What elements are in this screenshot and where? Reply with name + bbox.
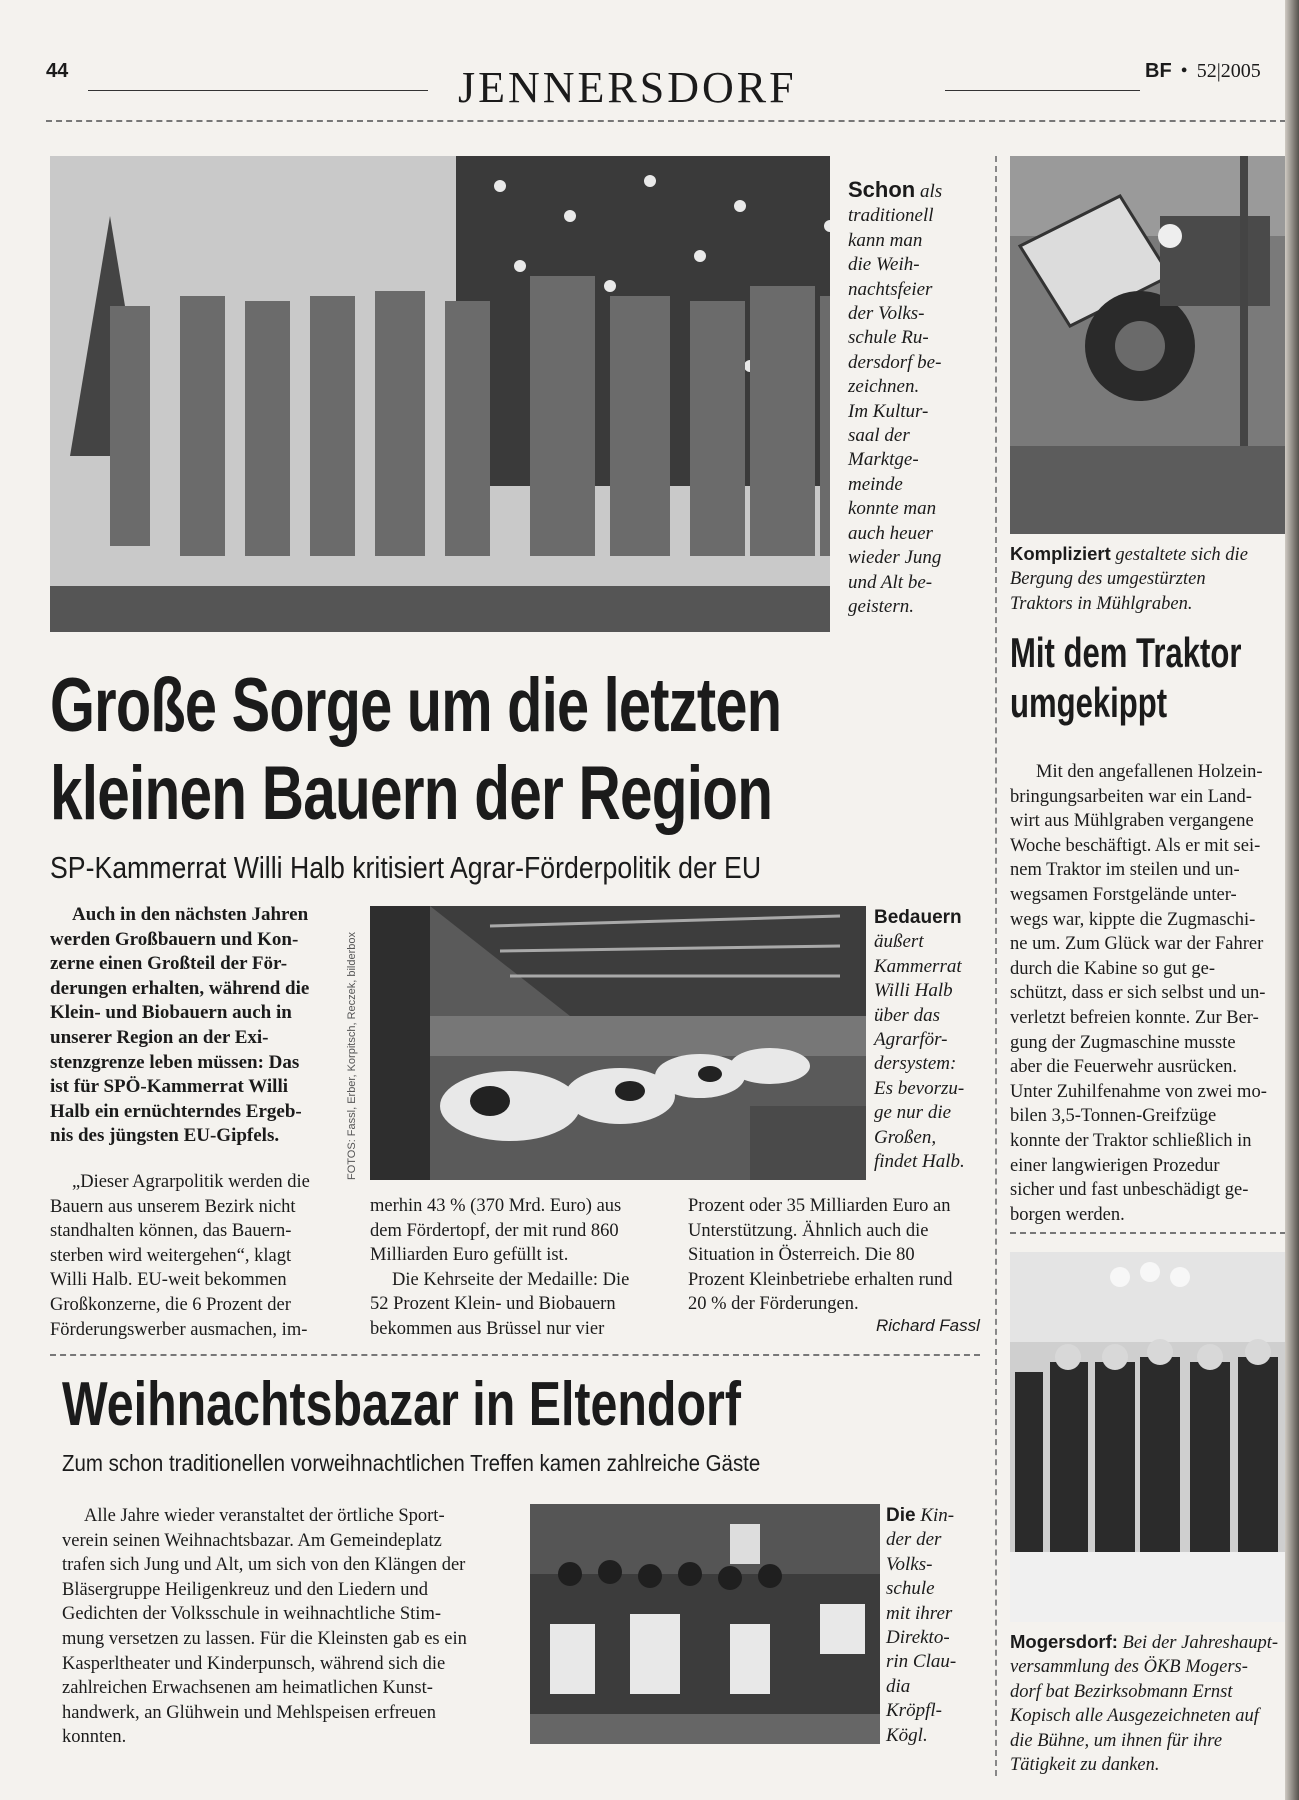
issue-label: [1145, 60, 1261, 83]
page-number: 44: [46, 60, 69, 82]
bazar-caption-lead: Die: [886, 1505, 916, 1526]
main-headline-line-2: kleinen Bauern der Region: [50, 751, 773, 836]
body-line: mung versetzen zu lassen. Für die Kleinsten gab es ein: [62, 1628, 467, 1649]
top-caption-line: schule Ru-: [848, 327, 929, 349]
top-caption-line: der Volks-: [848, 303, 925, 325]
body-line: Bläsergruppe Heiligenkreuz und den Liedern und: [62, 1579, 428, 1600]
body-line: dem Fördertopf, der mit rund 860: [370, 1220, 619, 1241]
lead-line: werden Großbauern und Kon-: [50, 928, 299, 950]
body-line: nem Traktor im steilen und un-: [1010, 860, 1240, 881]
bazar-body: [62, 1504, 502, 1750]
mogersdorf-caption-line: Tätigkeit zu danken.: [1010, 1755, 1160, 1776]
bazar-children-photo: [530, 1504, 880, 1744]
body-line: Kasperltheater und Kinderpunsch, während sich die: [62, 1653, 446, 1674]
christmas-choir-image: [50, 156, 956, 632]
right-column-dashed-line: [1010, 1232, 1286, 1234]
top-caption-line: nachtsfeier: [848, 278, 933, 300]
tractor-caption-line: gestaltete sich die: [1115, 545, 1248, 565]
cow-caption-line: Willi Halb: [874, 980, 953, 1002]
cow-caption-line: über das: [874, 1004, 940, 1026]
top-caption-line: als: [919, 181, 943, 202]
top-caption-line: kann man: [848, 229, 923, 251]
body-line: bilen 3,5-Tonnen-Greifzüge: [1010, 1106, 1217, 1127]
body-line: Willi Halb. EU-weit bekommen: [50, 1270, 287, 1291]
lead-line: ist für SPÖ-Kammerrat Willi: [50, 1076, 289, 1098]
tractor-headline-line-2: umgekippt: [1010, 679, 1168, 726]
lead-line: stenzgrenze leben müssen: Das: [50, 1051, 300, 1073]
main-body-column-3: [688, 1194, 980, 1317]
body-line: bringungsarbeiten war ein Land-: [1010, 786, 1252, 807]
body-line: 52 Prozent Klein- und Biobauern: [370, 1294, 616, 1315]
body-line: Alle Jahre wieder veranstaltet der örtliche Sport-: [84, 1506, 445, 1526]
body-line: ne um. Zum Glück war der Fahrer: [1010, 934, 1264, 955]
body-line: Mit den angefallenen Holzein-: [1036, 762, 1263, 782]
tractor-photo-caption: [1010, 542, 1286, 616]
body-line: borgen werden.: [1010, 1204, 1125, 1225]
lead-line: Halb ein ernüchterndes Ergeb-: [50, 1100, 302, 1122]
mogersdorf-caption-line: Bei der Jahreshaupt-: [1122, 1633, 1279, 1653]
lead-line: Klein- und Biobauern auch in: [50, 1002, 292, 1024]
body-line: trafen sich Jung und Alt, um sich von den Klängen der: [62, 1555, 466, 1576]
body-line: verletzt befreien konnte. Zur Ber-: [1010, 1007, 1259, 1028]
body-line: Prozent Kleinbetriebe erhalten rund: [688, 1269, 953, 1290]
body-line: schützt, dass er sich selbst und un-: [1010, 983, 1266, 1004]
bazar-caption-line: mit ihrer: [886, 1602, 953, 1624]
main-lead-paragraph: [50, 903, 340, 1149]
bazar-caption-line: Volks-: [886, 1553, 933, 1575]
cow-caption-line: Großen,: [874, 1126, 937, 1148]
issue-number: 52|2005: [1196, 60, 1261, 82]
tractor-caption-line: Traktors in Mühlgraben.: [1010, 593, 1193, 614]
body-line: Prozent oder 35 Milliarden Euro an: [688, 1196, 951, 1216]
body-line: bekommen aus Brüssel nur vier: [370, 1318, 605, 1339]
body-line: Förderungswerber ausmachen, im-: [50, 1319, 308, 1340]
cow-caption-line: dersystem:: [874, 1053, 957, 1075]
cow-barn-image: [370, 906, 866, 1180]
body-line: Gedichten der Volksschule in weihnachtliche Stim-: [62, 1604, 441, 1625]
tractor-headline-line-1: Mit dem Traktor: [1010, 629, 1242, 676]
christmas-choir-photo: [50, 156, 956, 632]
top-photo-caption: [848, 178, 958, 619]
main-article-author: Richard Fassl: [876, 1316, 980, 1335]
bazar-caption-line: der der: [886, 1529, 942, 1551]
tractor-image: [1010, 156, 1286, 534]
mogersdorf-caption-line: Kopisch alle Ausgezeichneten auf: [1010, 1706, 1259, 1727]
bazar-subheadline: Zum schon traditionellen vorweihnachtlichen Treffen kamen zahlreiche Gäste: [62, 1450, 761, 1476]
mogersdorf-caption-line: dorf bat Bezirksobmann Ernst: [1010, 1681, 1233, 1702]
mogersdorf-caption-line: versammlung des ÖKB Mogers-: [1010, 1657, 1248, 1678]
section-title: JENNERSDORF: [458, 63, 797, 112]
header-rule-right: [945, 90, 1140, 91]
cow-caption-line: findet Halb.: [874, 1151, 965, 1173]
paper-name: BF: [1145, 60, 1172, 82]
body-line: wirt aus Mühlgraben vergangene: [1010, 811, 1254, 832]
body-line: Bauern aus unserem Bezirk nicht: [50, 1196, 296, 1217]
body-line: wegs war, kippte die Zugmaschi-: [1010, 909, 1256, 930]
main-headline-line-1: Große Sorge um die letzten: [50, 663, 782, 748]
cow-caption-line: Agrarför-: [874, 1029, 948, 1051]
page-fold-shadow: [1285, 0, 1299, 1800]
top-caption-line: und Alt be-: [848, 571, 933, 593]
body-line: konnte der Traktor schließlich in: [1010, 1130, 1252, 1151]
top-caption-line: meinde: [848, 473, 903, 495]
bazar-caption-line: Kögl.: [886, 1724, 928, 1746]
tractor-body: [1010, 760, 1290, 1227]
body-line: Woche beschäftigt. Als er mit sei-: [1010, 835, 1261, 856]
body-line: merhin 43 % (370 Mrd. Euro) aus: [370, 1196, 622, 1216]
top-caption-line: zeichnen.: [848, 376, 920, 398]
body-line: durch die Kabine so gut ge-: [1010, 958, 1215, 979]
body-line: standhalten können, das Bauern-: [50, 1221, 292, 1242]
mogersdorf-image: [1010, 1252, 1286, 1622]
body-line: einer langwierigen Prozedur: [1010, 1155, 1220, 1176]
cow-caption-line: Es bevorzu-: [874, 1077, 965, 1099]
body-line: Milliarden Euro gefüllt ist.: [370, 1245, 569, 1266]
top-caption-lead: Schon: [848, 177, 916, 202]
body-line: sicher und fast unbeschädigt ge-: [1010, 1180, 1249, 1201]
main-body-column-2: [370, 1194, 660, 1342]
body-line: aber die Feuerwehr ausrücken.: [1010, 1057, 1238, 1078]
body-line: handwerk, an Glühwein und Mehlspeisen erfreuen: [62, 1702, 436, 1723]
cow-photo-caption: [874, 906, 986, 1174]
bazar-caption-line: rin Clau-: [886, 1651, 957, 1673]
top-caption-line: dersdorf be-: [848, 351, 942, 373]
body-line: gung der Zugmaschine musste: [1010, 1032, 1236, 1053]
body-line: konnten.: [62, 1727, 127, 1748]
bazar-caption-line: Direkto-: [886, 1627, 950, 1649]
mogersdorf-caption-lead: Mogersdorf:: [1010, 1631, 1118, 1652]
top-caption-line: traditionell: [848, 205, 934, 227]
cow-caption-line: ge nur die: [874, 1102, 952, 1124]
lead-line: derungen erhalten, während die: [50, 977, 310, 999]
lead-line: unserer Region an der Exi-: [50, 1026, 269, 1048]
cow-caption-line: äußert: [874, 931, 924, 953]
lead-line: nis des jüngsten EU-Gipfels.: [50, 1125, 280, 1147]
cow-caption-lead: Bedauern: [874, 907, 962, 928]
top-caption-line: wieder Jung: [848, 547, 942, 569]
lead-line: Auch in den nächsten Jahren: [72, 904, 309, 925]
section-dashed-line: [50, 1354, 980, 1356]
tractor-caption-line: Bergung des umgestürzten: [1010, 569, 1206, 590]
cow-barn-photo: [370, 906, 866, 1180]
body-line: wegsamen Forstgelände unter-: [1010, 884, 1237, 905]
header-dashed-line: [46, 120, 1286, 122]
top-caption-line: saal der: [848, 425, 910, 447]
main-body-column-1: [50, 1170, 340, 1342]
body-line: zahlreichen Erwachsenen am heimatlichen Kunst-: [62, 1678, 433, 1699]
body-line: Die Kehrseite der Medaille: Die: [392, 1269, 630, 1290]
bazar-caption-line: schule: [886, 1578, 935, 1600]
bazar-photo-caption: [886, 1504, 982, 1748]
top-caption-line: geistern.: [848, 595, 914, 617]
body-line: sterben wird weitergehen“, klagt: [50, 1245, 292, 1266]
body-line: Unterstützung. Ähnlich auch die: [688, 1220, 929, 1241]
bazar-headline: Weihnachtsbazar in Eltendorf: [62, 1370, 741, 1439]
bazar-caption-line: Kin-: [920, 1505, 955, 1526]
bazar-caption-line: dia: [886, 1675, 911, 1697]
top-caption-line: die Weih-: [848, 254, 920, 276]
mogersdorf-photo: [1010, 1252, 1286, 1622]
tractor-photo: [1010, 156, 1286, 534]
bazar-children-image: [530, 1504, 880, 1744]
bazar-caption-line: Kröpfl-: [886, 1700, 942, 1722]
mogersdorf-caption-line: die Bühne, um ihnen für ihre: [1010, 1730, 1223, 1751]
body-line: Situation in Österreich. Die 80: [688, 1245, 915, 1266]
top-caption-line: konnte man: [848, 498, 937, 520]
top-caption-line: auch heuer: [848, 522, 933, 544]
header-separator: •: [1180, 60, 1188, 82]
photo-credit: FOTOS: Fassl, Erber, Korpitsch, Reczek, bilderbox: [346, 932, 358, 1180]
body-line: „Dieser Agrarpolitik werden die: [72, 1172, 310, 1192]
body-line: 20 % der Förderungen.: [688, 1294, 859, 1315]
body-line: verein seinen Weihnachtsbazar. Am Gemeindeplatz: [62, 1530, 442, 1551]
mogersdorf-caption: [1010, 1630, 1286, 1777]
body-line: Unter Zuhilfenahme von zwei mo-: [1010, 1081, 1267, 1102]
column-dashed-divider: [995, 156, 997, 1776]
main-subheadline: SP-Kammerrat Willi Halb kritisiert Agrar-Förderpolitik der EU: [50, 850, 762, 885]
header-rule-left: [88, 90, 428, 91]
top-caption-line: Marktge-: [848, 449, 919, 471]
top-caption-line: Im Kultur-: [848, 400, 929, 422]
body-line: Großkonzerne, die 6 Prozent der: [50, 1294, 291, 1315]
cow-caption-line: Kammerrat: [874, 955, 962, 977]
tractor-caption-lead: Kompliziert: [1010, 543, 1111, 564]
lead-line: zerne einen Großteil der För-: [50, 953, 288, 975]
